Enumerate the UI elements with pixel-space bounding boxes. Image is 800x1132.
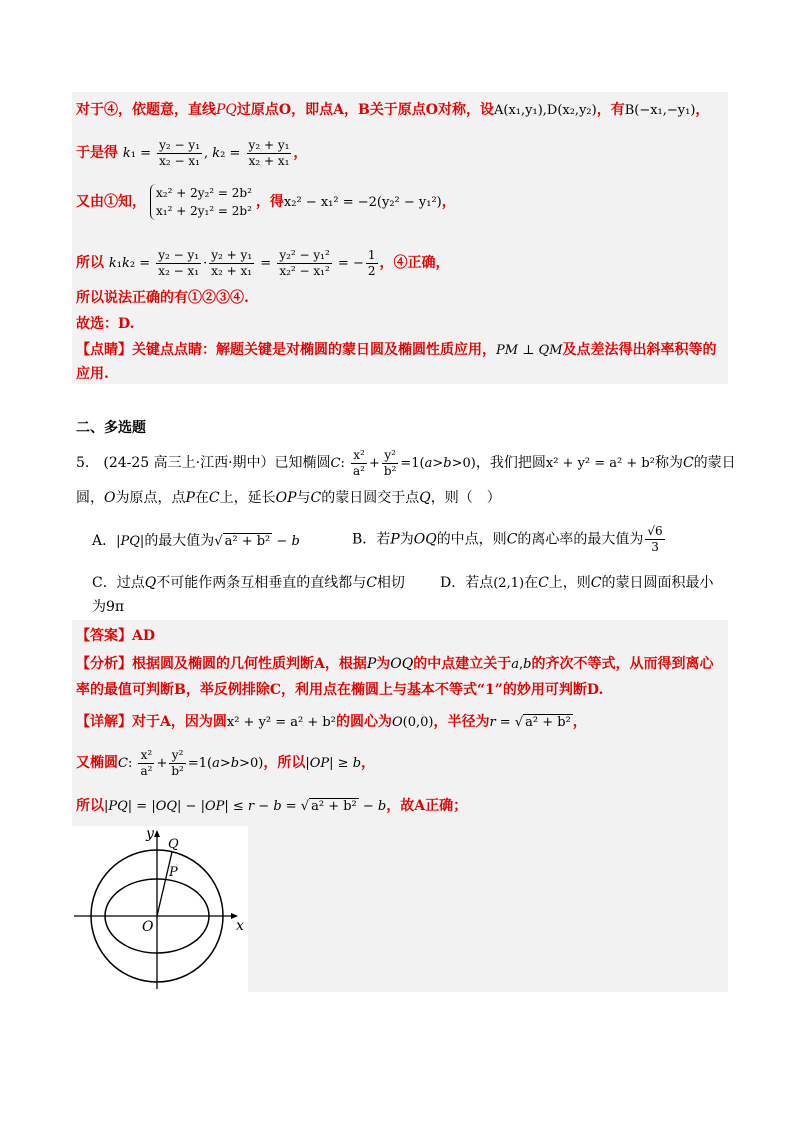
text: ，④正确，: [379, 255, 450, 271]
option-c[interactable]: C．过点Q不可能作两条互相垂直的直线都与C相切: [92, 575, 405, 591]
text: ，得: [255, 194, 284, 210]
question-line-2: 圆，O为原点，点P在C上，延长OP与C的蒙日圆交于点Q，则（ ）: [76, 490, 501, 506]
point-Q-label: Q: [168, 837, 179, 852]
origin-label: O: [142, 919, 154, 935]
text: ，所以: [263, 755, 306, 771]
text: ，: [572, 714, 587, 730]
text: ，: [361, 755, 376, 771]
text: 过原点O，即点A，B关于原点O对称，设: [236, 102, 494, 118]
text: 所以: [76, 255, 104, 271]
math-eq: x₂² − x₁² = −2(y₂² − y₁²): [283, 195, 442, 210]
text: 的蒙日圆交于点: [321, 490, 420, 506]
figure-shade: [248, 826, 728, 992]
text: 【点睛】关键点点睛：解题关键是对椭圆的蒙日圆及椭圆性质应用，: [76, 342, 496, 358]
x-label: x: [236, 918, 244, 934]
math-circle: x² + y² = a² + b²: [545, 456, 655, 471]
analysis-line-1: 【分析】根据圆及椭圆的几何性质判断A，根据P为OQ的中点建立关于a,b的齐次不等式，从而得到离心: [76, 656, 714, 672]
math-point-B: B(−x₁,−y₁): [624, 103, 696, 118]
detail-line-1: 【详解】对于A，因为圆x² + y² = a² + b²的圆心为O(0,0)，半径为r = √ a² + b² ，: [76, 714, 587, 730]
text: ，我们把圆: [475, 455, 546, 471]
text: 上，延长: [219, 490, 276, 506]
option-b[interactable]: B．若P为OQ的中点，则C的离心率的最大值为 $\frac{√6}{3}$: [352, 524, 663, 554]
text: 【详解】对于A，因为圆: [76, 714, 227, 730]
solution-line-6: 故选：D.: [76, 316, 135, 332]
option-a[interactable]: A．|PQ|的最大值为√ a² + b² − b: [92, 533, 300, 549]
solution-line-4: 所以 k₁k₂ = $\frac{\text{y₂ − y₁}}{\text{x₂ − x₁}}$ · $\frac{\text{y₂ + y₁}}{\text{x₂ + x₁}}$ = $\frac{\text{y₂² − y₁²}}{\text{x₂² − x₁²}}$ = − $\frac{1}{2}$ ，④正确，: [76, 248, 450, 278]
text: ，: [441, 194, 456, 210]
point-P-label: P: [169, 865, 178, 880]
text: 及点差法得出斜率积等的: [562, 342, 717, 358]
solution-line-5: 所以说法正确的有①②③④.: [76, 290, 249, 306]
option-d[interactable]: D．若点(2,1)在C上，则C的蒙日圆面积最小: [440, 575, 714, 591]
text: 圆，: [76, 490, 104, 506]
text: 的蒙日: [693, 455, 736, 471]
text: 所以: [76, 798, 104, 814]
text: 的齐次不等式，从而得到离心: [531, 656, 714, 672]
section-title: 二、多选题: [76, 420, 146, 436]
text: 称为: [654, 455, 683, 471]
question-line-1: 5. (24-25 高三上·江西·期中）已知椭圆C: $\frac{\text{x²}}{\text{a²}}$ + $\frac{\text{y²}}{\text{b²}}$ =1(a>b>0)，我们把圆x² + y² = a² + b²称为C的蒙日: [76, 448, 736, 478]
text: 于是得: [76, 145, 118, 161]
text: 的最大值为: [144, 533, 215, 549]
text: C．过点: [92, 575, 145, 591]
text: ，故A正确；: [386, 798, 468, 814]
text: 【分析】根据圆及椭圆的几何性质判断A，根据: [76, 656, 367, 672]
text: 相切: [376, 575, 405, 591]
text: 为: [376, 656, 391, 672]
math-points: A(x₁,y₁),D(x₂,y₂): [494, 103, 597, 118]
text: 为原点，点: [115, 490, 186, 506]
text: D．若点: [440, 575, 494, 591]
text: 的蒙日圆面积最小: [601, 575, 714, 591]
solution-line-1: 对于④，依题意，直线PQ过原点O，即点A，B关于原点O对称，设A(x₁,y₁),D(x₂,y₂)，有B(−x₁,−y₁)，: [76, 102, 710, 118]
text: B．若: [352, 531, 391, 548]
solution-line-2: 于是得 k₁ = $\frac{\text{y₂ − y₁}}{\text{x₂ − x₁}}$ , k₂ = $\frac{\text{y₂ + y₁}}{\text{x₂ + x₁}}$ ，: [76, 138, 308, 168]
answer-line: 【答案】AD: [76, 628, 156, 644]
text: 又由①知，: [76, 194, 146, 210]
ellipse-circle-figure: [72, 826, 246, 992]
text: 的中点建立关于: [413, 656, 512, 672]
text: ，: [695, 102, 710, 118]
analysis-line-2: 率的最值可判断B，举反例排除C，利用点在椭圆上与基本不等式“1”的妙用可判断D.: [76, 682, 604, 698]
text: 的圆心为: [335, 714, 392, 730]
text: 在: [194, 490, 209, 506]
option-d-cont: 为9π: [92, 599, 125, 615]
solution-line-7: [76, 340, 717, 361]
detail-line-3: 所以|PQ| = |OQ| − |OP| ≤ r − b = √ a² + b² − b，故A正确；: [76, 798, 468, 814]
text: 的中点，则: [436, 531, 507, 548]
solution-line-3: 又由①知， x₂² + 2y₂² = 2b² x₁² + 2y₁² = 2b² ，得x₂² − x₁² = −2(y₂² − y₁²)，: [76, 186, 456, 218]
y-label: y: [146, 826, 154, 842]
text: 又椭圆: [76, 755, 118, 771]
detail-line-2: 又椭圆C: $\frac{\text{x²}}{\text{a²}}$ + $\frac{\text{y²}}{\text{b²}}$ =1(a>b>0)，所以|OP| ≥ b，: [76, 748, 376, 778]
text: 不可能作两条互相垂直的直线都与: [156, 575, 367, 591]
text: 为: [399, 531, 414, 548]
text: 对于④，依题意，直线: [76, 102, 216, 118]
text: A．: [92, 533, 117, 549]
text: 与: [296, 490, 311, 506]
text: 上，则: [548, 575, 591, 591]
text: ，半径为: [433, 714, 490, 730]
text: ，则（ ）: [430, 490, 501, 506]
math-perp: PM ⊥ QM: [496, 343, 563, 358]
text: 5. (24-25 高三上·江西·期中）已知椭圆: [76, 455, 331, 471]
solution-line-8: 应用.: [76, 366, 109, 382]
text: 的离心率的最大值为: [517, 531, 644, 548]
text: 在: [524, 575, 539, 591]
text: ，有: [596, 102, 625, 118]
